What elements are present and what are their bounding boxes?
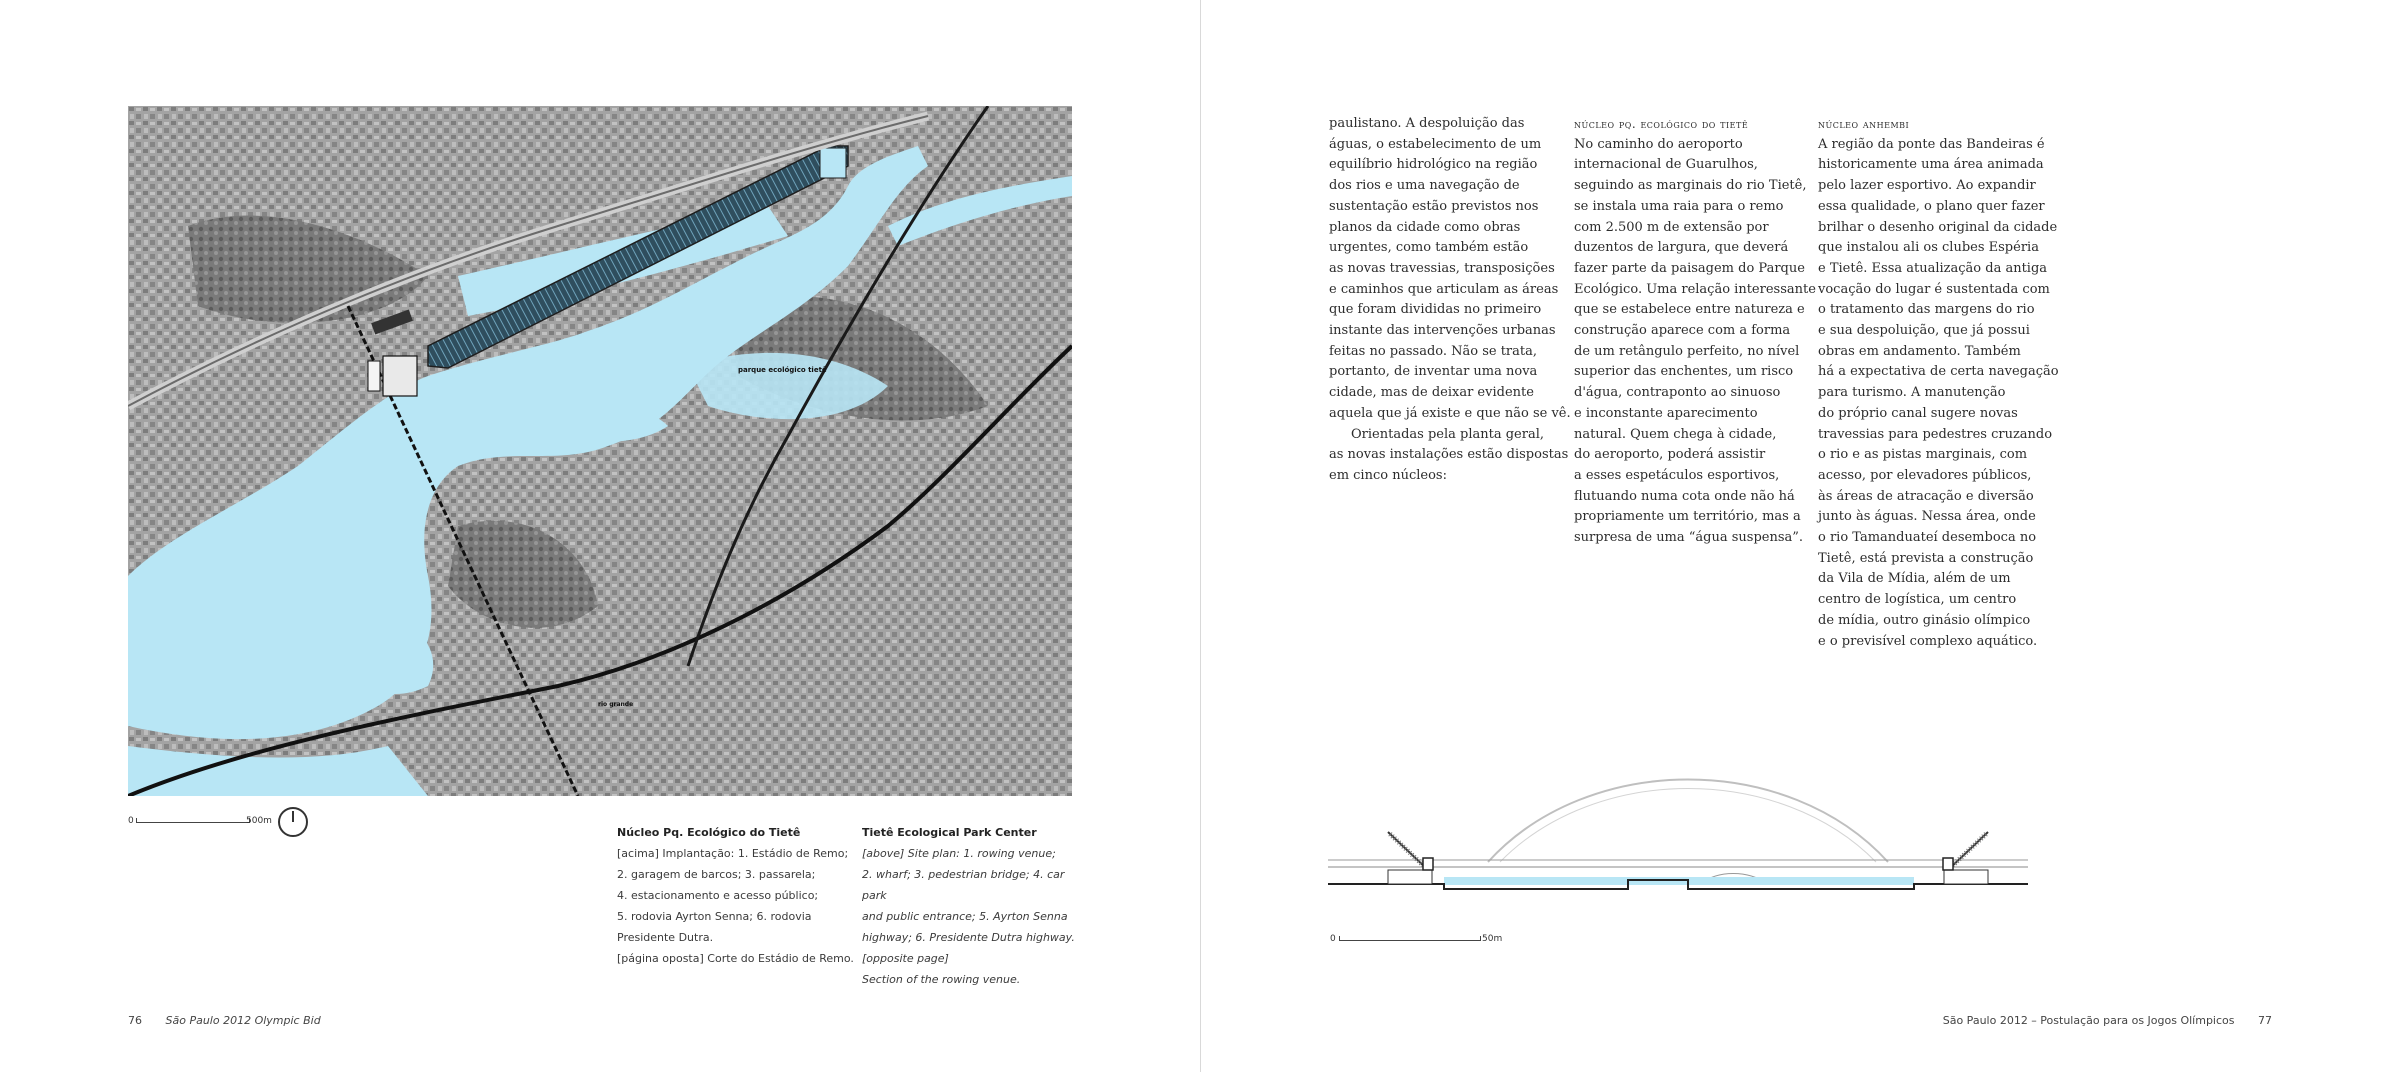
section-heading: núcleo anhembi	[1818, 117, 1910, 131]
caption-line: [opposite page]	[862, 952, 949, 965]
map-label-secondary: rio grande	[598, 701, 634, 708]
body-line: instante das intervenções urbanas	[1329, 323, 1556, 339]
scale-line	[136, 818, 250, 823]
scale-bar-left	[128, 814, 288, 830]
scale-end-label: 50m	[1482, 934, 1503, 944]
scale-bar-right	[1330, 932, 1510, 948]
page-number-left: 76	[128, 1014, 142, 1027]
body-line: às áreas de atracação e diversão	[1818, 488, 2034, 504]
body-line: dos rios e uma navegação de	[1329, 178, 1520, 194]
caption-line: Section of the rowing venue.	[862, 973, 1021, 986]
body-line: fazer parte da paisagem do Parque	[1574, 260, 1805, 276]
body-line: há a expectativa de certa navegação	[1818, 364, 2059, 380]
body-line: aquela que já existe e que não se vê.	[1329, 405, 1571, 421]
body-line: as novas travessias, transposições	[1329, 260, 1555, 276]
body-line: internacional de Guarulhos,	[1574, 157, 1758, 173]
body-line: portanto, de inventar uma nova	[1329, 364, 1538, 380]
caption-line: Presidente Dutra.	[617, 931, 714, 944]
body-line: águas, o estabelecimento de um	[1329, 136, 1542, 152]
body-line: construção aparece com a forma	[1574, 323, 1791, 339]
body-line: e caminhos que articulam as áreas	[1329, 281, 1559, 297]
body-line: que foram divididas no primeiro	[1329, 302, 1542, 318]
body-line: as novas instalações estão dispostas	[1329, 447, 1569, 463]
body-line: brilhar o desenho original da cidade	[1818, 219, 2058, 235]
body-line: do aeroporto, poderá assistir	[1574, 447, 1766, 463]
page-number-right: 77	[2258, 1014, 2272, 1027]
body-line: urgentes, como também estão	[1329, 240, 1529, 256]
caption-title-pt: Núcleo Pq. Ecológico do Tietê	[617, 826, 801, 839]
scale-line	[1339, 936, 1481, 941]
body-line: sustentação estão previstos nos	[1329, 198, 1539, 214]
section-heading: núcleo pq. ecológico do tietê	[1574, 117, 1749, 131]
body-line: travessias para pedestres cruzando	[1818, 426, 2053, 442]
caption-english	[862, 822, 1092, 990]
body-line: Orientadas pela planta geral,	[1351, 426, 1544, 442]
body-line: do próprio canal sugere novas	[1818, 405, 2018, 421]
site-plan-map	[128, 106, 1072, 796]
body-line: pelo lazer esportivo. Ao expandir	[1818, 178, 2036, 194]
body-line: No caminho do aeroporto	[1574, 136, 1743, 152]
body-line: de um retângulo perfeito, no nível	[1574, 343, 1800, 359]
body-line: A região da ponte das Bandeiras é	[1818, 136, 2045, 152]
footer-left	[128, 1014, 321, 1027]
body-line: Tietê, está prevista a construção	[1818, 550, 2034, 566]
body-line: superior das enchentes, um risco	[1574, 364, 1794, 380]
body-line: duzentos de largura, que deverá	[1574, 240, 1789, 256]
caption-line: and public entrance; 5. Ayrton Senna	[862, 910, 1068, 923]
body-line: natural. Quem chega à cidade,	[1574, 426, 1777, 442]
caption-title-en: Tietê Ecological Park Center	[862, 826, 1037, 839]
body-line: paulistano. A despoluição das	[1329, 116, 1525, 131]
body-line: acesso, por elevadores públicos,	[1818, 467, 2032, 483]
caption-line: 2. garagem de barcos; 3. passarela;	[617, 868, 816, 881]
caption-line: 5. rodovia Ayrton Senna; 6. rodovia	[617, 910, 812, 923]
body-line: que se estabelece entre natureza e	[1574, 302, 1805, 318]
body-line: Ecológico. Uma relação interessante	[1574, 281, 1816, 297]
body-line: vocação do lugar é sustentada com	[1818, 281, 2050, 297]
body-line: equilíbrio hidrológico na região	[1329, 157, 1538, 173]
map-label: parque ecológico tietê	[738, 366, 827, 374]
body-line: o tratamento das margens do rio	[1818, 302, 2035, 318]
body-line: de mídia, outro ginásio olímpico	[1818, 612, 2031, 628]
body-line: essa qualidade, o plano quer fazer	[1818, 198, 2045, 214]
body-line: da Vila de Mídia, além de um	[1818, 571, 2011, 587]
caption-line: highway; 6. Presidente Dutra highway.	[862, 931, 1075, 944]
text-column-2	[1574, 114, 1816, 549]
body-line: centro de logística, um centro	[1818, 592, 2017, 608]
body-line: feitas no passado. Não se trata,	[1329, 343, 1537, 359]
caption-portuguese	[617, 822, 857, 969]
body-line: a esses espetáculos esportivos,	[1574, 467, 1780, 483]
caption-line: [página oposta] Corte do Estádio de Remo.	[617, 952, 854, 965]
text-column-3	[1818, 114, 2059, 652]
scale-zero-label: 0	[1330, 934, 1336, 944]
footer-title-right: São Paulo 2012 – Postulação para os Jogos Olímpicos	[1942, 1014, 2235, 1027]
body-line: e o previsível complexo aquático.	[1818, 633, 2038, 649]
body-line: para turismo. A manutenção	[1818, 385, 2006, 401]
section-drawing-svg	[1328, 772, 2028, 912]
caption-line: 2. wharf; 3. pedestrian bridge; 4. car park	[862, 868, 1065, 902]
scale-end-label: 500m	[246, 816, 272, 826]
rowing-venue-section-drawing	[1328, 772, 2028, 912]
body-line: propriamente um território, mas a	[1574, 509, 1801, 525]
site-plan-image	[128, 106, 1072, 796]
body-line: historicamente uma área animada	[1818, 157, 2044, 173]
body-line: e inconstante aparecimento	[1574, 405, 1758, 421]
caption-line: [acima] Implantação: 1. Estádio de Remo;	[617, 847, 849, 860]
footer-right	[1943, 1014, 2272, 1027]
text-column-1	[1329, 114, 1571, 487]
body-line: o rio e as pistas marginais, com	[1818, 447, 2028, 463]
body-line: se instala uma raia para o remo	[1574, 198, 1784, 214]
body-line: em cinco núcleos:	[1329, 467, 1447, 483]
body-line: que instalou ali os clubes Espéria	[1818, 240, 2039, 256]
body-line: o rio Tamanduateí desemboca no	[1818, 530, 2037, 546]
footer-title-left: São Paulo 2012 Olympic Bid	[165, 1014, 321, 1027]
body-line: planos da cidade como obras	[1329, 219, 1521, 235]
page-spine	[1200, 0, 1201, 1072]
body-line: surpresa de uma “água suspensa”.	[1574, 530, 1804, 546]
body-line: cidade, mas de deixar evidente	[1329, 385, 1534, 401]
body-line: e Tietê. Essa atualização da antiga	[1818, 260, 2048, 276]
body-line: d'água, contraponto ao sinuoso	[1574, 385, 1781, 401]
body-line: com 2.500 m de extensão por	[1574, 219, 1769, 235]
body-line: flutuando numa cota onde não há	[1574, 488, 1795, 504]
body-line: obras em andamento. Também	[1818, 343, 2021, 359]
body-line: junto às águas. Nessa área, onde	[1818, 509, 2036, 525]
caption-line: [above] Site plan: 1. rowing venue;	[862, 847, 1056, 860]
caption-line: 4. estacionamento e acesso público;	[617, 889, 819, 902]
scale-zero-label: 0	[128, 816, 134, 826]
body-line: e sua despoluição, que já possui	[1818, 323, 2030, 339]
north-arrow-icon	[278, 807, 308, 837]
body-line: seguindo as marginais do rio Tietê,	[1574, 178, 1807, 194]
